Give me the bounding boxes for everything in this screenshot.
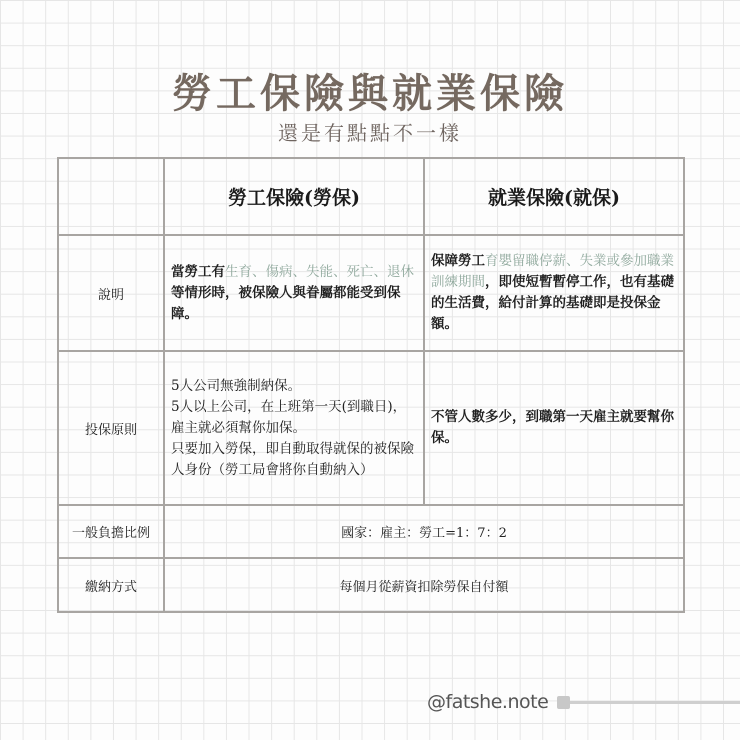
employment-rules-cell: 不管人數多少，到職第一天雇主就要幫你保。 (424, 351, 684, 505)
employment-description-cell (424, 235, 684, 351)
highlighted-text: 生育、傷病、失能、死亡、退休 (225, 263, 414, 280)
table-header-row (58, 158, 684, 235)
rule-line: 5人以上公司，在上班第一天(到職日)，雇主就必須幫你加保。 (171, 398, 407, 436)
footer (427, 691, 740, 713)
header-labor-insurance: 勞工保險(勞保) (164, 158, 424, 235)
row-label-contribution-ratio: 一般負擔比例 (58, 505, 164, 558)
row-label-payment-method: 繳納方式 (58, 558, 164, 612)
page-subtitle: 還是有點點不一樣 (278, 121, 462, 145)
text-segment: 等情形時，被保險人與眷屬都能受到保障。 (171, 284, 401, 322)
text-segment: 保障勞工 (431, 253, 485, 269)
table-row-payment-method (58, 558, 684, 612)
author-handle: @fatshe.note (427, 691, 549, 713)
highlighted-text: 育嬰留職停薪、失業或參加職業訓練期間 (431, 253, 674, 290)
header-empty-cell (58, 158, 164, 235)
comparison-table (57, 157, 685, 613)
page-title: 勞工保險與就業保險 (172, 70, 568, 117)
divider-line (570, 701, 740, 704)
labor-rules-cell (164, 351, 424, 505)
header-employment-insurance: 就業保險(就保) (424, 158, 684, 235)
table-row-contribution-ratio (58, 505, 684, 558)
table-row-description (58, 235, 684, 351)
row-label-description: 說明 (58, 235, 164, 351)
payment-method-cell: 每個月從薪資扣除勞保自付額 (164, 558, 684, 612)
rule-line: 只要加入勞保，即自動取得就保的被保險人身份（勞工局會將你自動納入） (171, 440, 414, 478)
table-row-enrollment-rules (58, 351, 684, 505)
labor-description-cell (164, 235, 424, 351)
contribution-ratio-cell: 國家：雇主：勞工=1：7：2 (164, 505, 684, 558)
row-label-enrollment-rules: 投保原則 (58, 351, 164, 505)
square-bullet-icon (557, 696, 570, 709)
text-segment: 當勞工有 (171, 263, 225, 280)
text-segment: ，即使短暫暫停工作，也有基礎的生活費，給付計算的基礎即是投保金額。 (431, 274, 674, 332)
rule-line: 5人公司無強制納保。 (171, 377, 302, 394)
